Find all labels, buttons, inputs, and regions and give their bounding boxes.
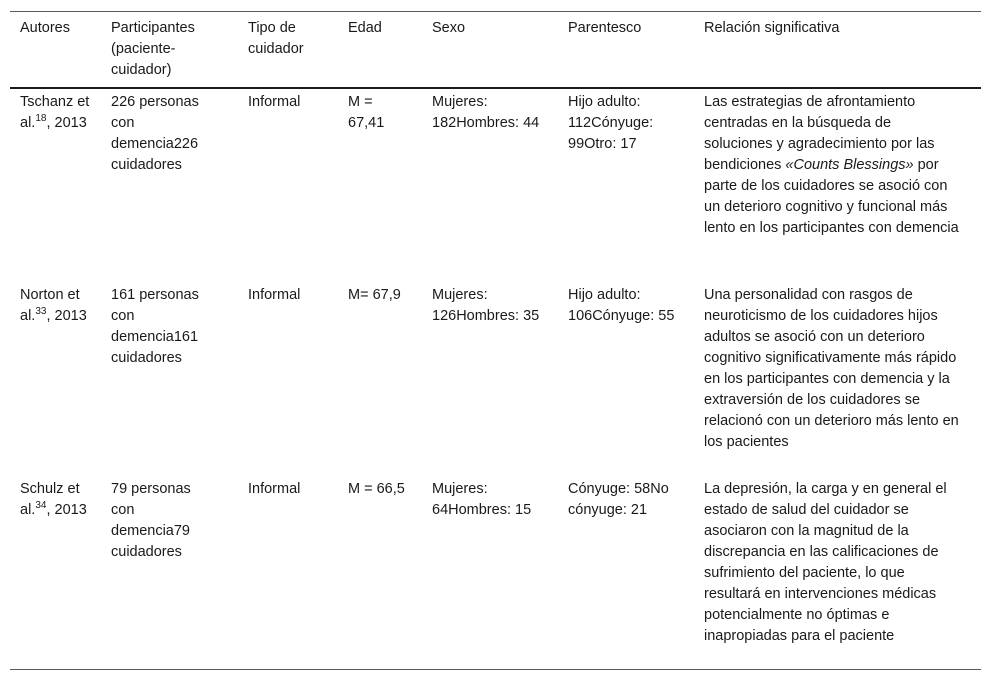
- autor-name: Norton et al.: [20, 287, 80, 324]
- table-row: [10, 282, 981, 476]
- autor-year: , 2013: [46, 115, 87, 131]
- cell-participantes: 161 personas con demencia161 cuidadores: [111, 287, 199, 366]
- header-tipo-cuidador: Tipo de cuidador: [248, 20, 304, 57]
- cell-parentesco: Hijo adulto: 106Cónyuge: 55: [568, 287, 675, 324]
- cell-autores: [10, 88, 111, 282]
- reference-link[interactable]: 34: [35, 500, 47, 512]
- cell-relacion: Una personalidad con rasgos de neuroticismo de los cuidadores hijos adultos se asoció con un deterioro cognitivo significativamente más rápido en los participantes con demencia y la extraversión de los cuidadores se relacionó con un deterioro más lento en los pacientes: [704, 287, 959, 450]
- header-sexo: Sexo: [432, 20, 466, 36]
- cell-sexo: Mujeres: 182Hombres: 44: [432, 94, 540, 131]
- table-row: [10, 88, 981, 282]
- cell-autores: [10, 476, 111, 670]
- table-header: [10, 12, 981, 89]
- table-body: [10, 88, 981, 670]
- cell-edad: M= 67,9: [348, 287, 401, 303]
- table-row: [10, 476, 981, 670]
- relacion-emphasis: «Counts Blessings»: [785, 157, 914, 173]
- relacion-text-a: Las estrategias de afrontamiento centradas en la búsqueda de soluciones y agradecimiento por las bendiciones: [704, 94, 935, 173]
- header-relacion: Relación significativa: [704, 20, 840, 36]
- autor-year: , 2013: [46, 502, 87, 518]
- header-participantes: Participantes (paciente-cuidador): [111, 20, 195, 78]
- results-table: [10, 11, 981, 670]
- header-row: [10, 12, 981, 89]
- header-parentesco: Parentesco: [568, 20, 642, 36]
- cell-relacion: [704, 88, 981, 282]
- header-edad: Edad: [348, 20, 382, 36]
- cell-participantes: 79 personas con demencia79 cuidadores: [111, 481, 191, 560]
- reference-link[interactable]: 33: [35, 306, 47, 318]
- autor-name: Schulz et al.: [20, 481, 80, 518]
- cell-relacion: La depresión, la carga y en general el estado de salud del cuidador se asociaron con la magnitud de la discrepancia en las calificaciones de sufrimiento del paciente, lo que resultará en intervenciones médicas potencialmente no óptimas e inapropiadas para el paciente: [704, 481, 947, 644]
- cell-tipo-cuidador: Informal: [248, 481, 301, 497]
- cell-tipo-cuidador: Informal: [248, 287, 301, 303]
- reference-link[interactable]: 18: [35, 113, 47, 125]
- autor-year: , 2013: [46, 308, 87, 324]
- header-autores: Autores: [20, 20, 70, 36]
- cell-sexo: Mujeres: 126Hombres: 35: [432, 287, 540, 324]
- cell-parentesco: Hijo adulto: 112Cónyuge: 99Otro: 17: [568, 94, 654, 152]
- cell-tipo-cuidador: Informal: [248, 94, 301, 110]
- cell-sexo: Mujeres: 64Hombres: 15: [432, 481, 532, 518]
- cell-edad: M = 66,5: [348, 481, 405, 497]
- cell-parentesco: Cónyuge: 58No cónyuge: 21: [568, 481, 669, 518]
- autor-name: Tschanz et al.: [20, 94, 90, 131]
- relacion-text-b: por parte de los cuidadores se asoció con un deterioro cognitivo y funcional más lento en los participantes con demencia: [704, 157, 959, 236]
- cell-edad: M = 67,41: [348, 94, 385, 131]
- cell-participantes: 226 personas con demencia226 cuidadores: [111, 94, 199, 173]
- results-table-container: [10, 11, 981, 670]
- cell-autores: [10, 282, 111, 476]
